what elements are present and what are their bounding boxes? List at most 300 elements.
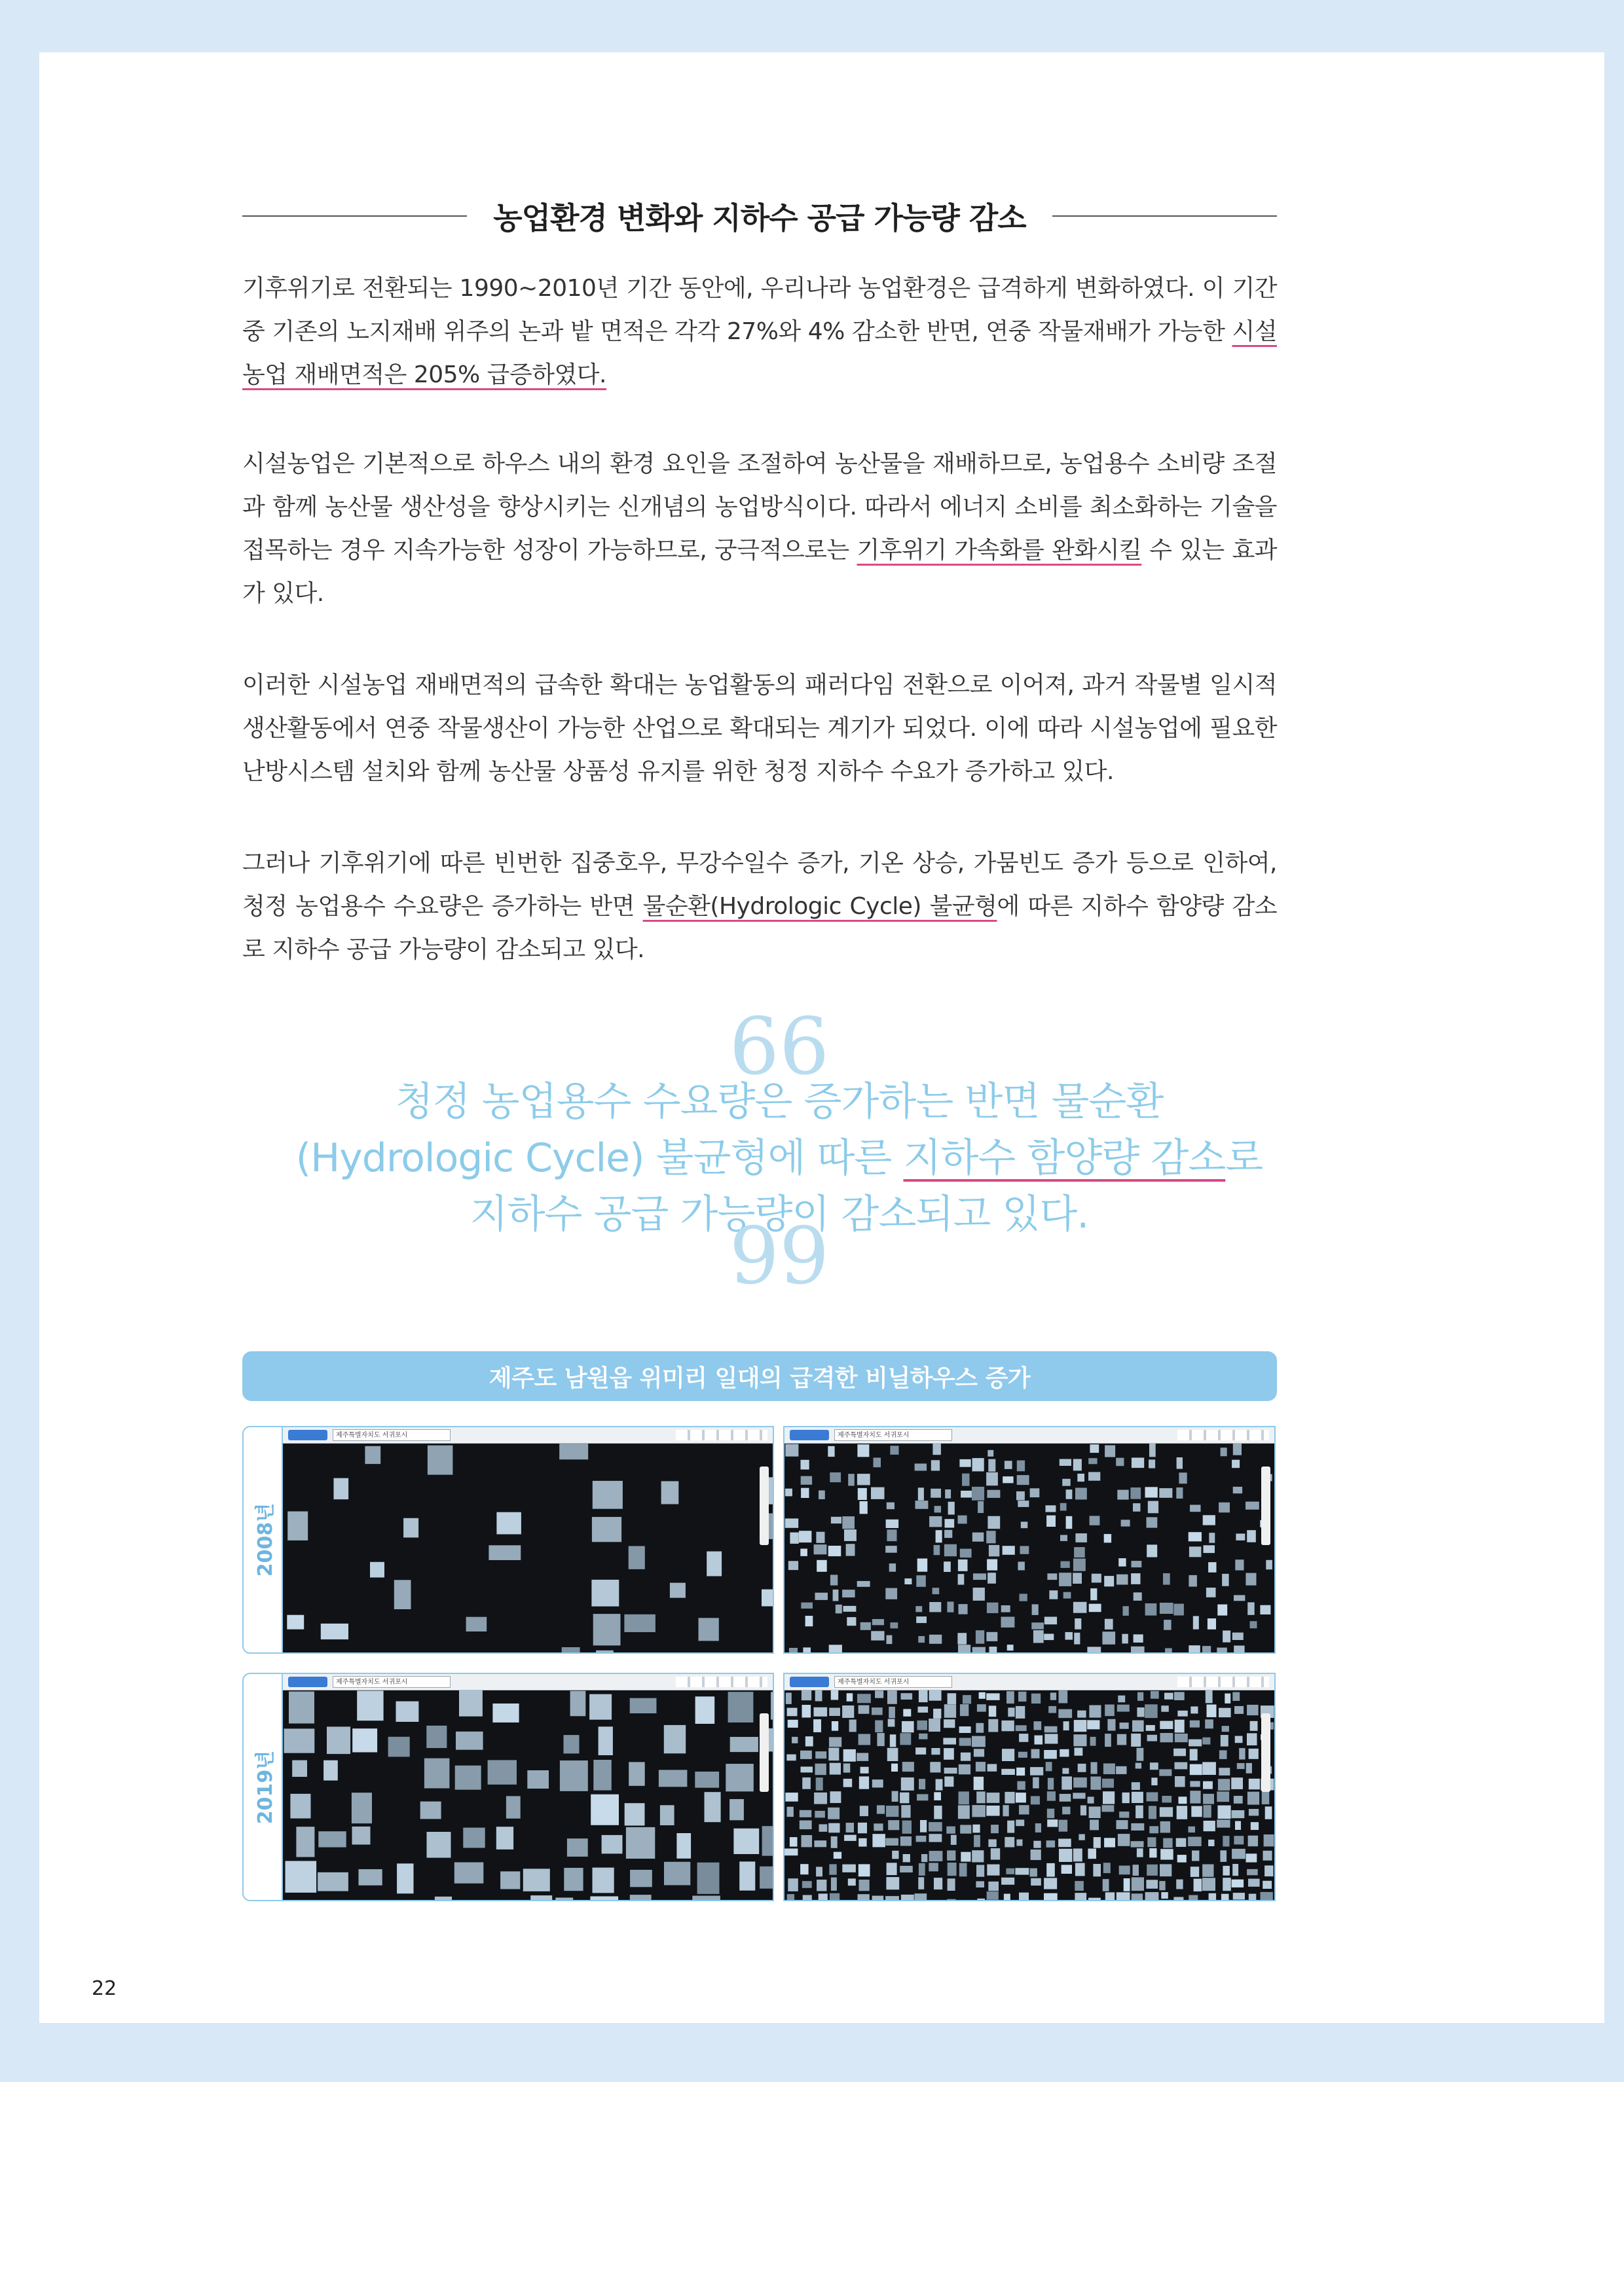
greenhouse-patch	[786, 1693, 792, 1704]
greenhouse-patch	[664, 1862, 690, 1886]
greenhouse-patch	[857, 1444, 869, 1457]
greenhouse-patch	[394, 1580, 411, 1609]
paragraph-2	[242, 443, 1277, 615]
greenhouse-patch	[972, 1647, 986, 1652]
greenhouse-patch	[934, 1792, 941, 1800]
greenhouse-patch	[1261, 1892, 1273, 1900]
greenhouse-patch	[1033, 1777, 1039, 1789]
greenhouse-patch	[1103, 1879, 1109, 1891]
greenhouse-patch	[1232, 1864, 1238, 1876]
greenhouse-patch	[489, 1545, 521, 1560]
greenhouse-patch	[802, 1705, 811, 1718]
greenhouse-patch	[1132, 1782, 1140, 1790]
greenhouse-patch	[1046, 1516, 1056, 1527]
greenhouse-patch	[1005, 1837, 1014, 1848]
greenhouse-patch	[890, 1734, 896, 1747]
greenhouse-patch	[819, 1491, 825, 1500]
greenhouse-patch	[1116, 1820, 1128, 1829]
greenhouse-patch	[1116, 1766, 1126, 1774]
greenhouse-patch	[1249, 1894, 1257, 1900]
greenhouse-patch	[843, 1606, 857, 1612]
greenhouse-patch	[327, 1726, 350, 1754]
greenhouse-patch	[589, 1694, 612, 1720]
greenhouse-patch	[929, 1863, 938, 1871]
greenhouse-patch	[931, 1489, 941, 1498]
greenhouse-patch	[930, 1762, 940, 1772]
greenhouse-patch	[1061, 1865, 1072, 1874]
greenhouse-patch	[787, 1807, 794, 1817]
greenhouse-patch	[1122, 1793, 1130, 1803]
greenhouse-patch	[1020, 1546, 1029, 1554]
greenhouse-patch	[830, 1472, 841, 1482]
greenhouse-patch	[976, 1865, 984, 1877]
greenhouse-patch	[1160, 1603, 1173, 1614]
greenhouse-patch	[365, 1446, 380, 1464]
greenhouse-patch	[1019, 1734, 1028, 1742]
greenhouse-patch	[1177, 1855, 1187, 1863]
greenhouse-patch	[1173, 1604, 1184, 1616]
greenhouse-patch	[1137, 1848, 1143, 1857]
greenhouse-patch	[1016, 1840, 1022, 1846]
greenhouse-patch	[1161, 1705, 1169, 1712]
greenhouse-patch	[958, 1645, 970, 1652]
greenhouse-patch	[1049, 1590, 1058, 1599]
paragraph-1	[242, 267, 1277, 397]
greenhouse-patch	[1133, 1865, 1139, 1876]
greenhouse-patch	[1107, 1719, 1115, 1731]
greenhouse-patch	[1059, 1849, 1072, 1862]
greenhouse-patch	[919, 1690, 928, 1702]
greenhouse-patch	[1087, 1720, 1099, 1729]
greenhouse-patch	[1209, 1533, 1215, 1543]
greenhouse-patch	[947, 1899, 955, 1900]
map-zoom-control	[760, 1713, 769, 1792]
greenhouse-patch	[459, 1690, 483, 1717]
greenhouse-patch	[920, 1820, 927, 1832]
greenhouse-patch	[857, 1581, 870, 1587]
greenhouse-patch	[987, 1450, 993, 1457]
greenhouse-patch	[944, 1748, 954, 1760]
greenhouse-patch	[506, 1796, 521, 1818]
greenhouse-patch	[987, 1573, 996, 1584]
greenhouse-patch	[986, 1472, 998, 1485]
greenhouse-patch	[1202, 1878, 1215, 1891]
greenhouse-patch	[977, 1899, 985, 1900]
greenhouse-patch	[1033, 1841, 1041, 1848]
greenhouse-patch	[1103, 1863, 1111, 1873]
greenhouse-patch	[860, 1767, 869, 1774]
greenhouse-patch	[831, 1517, 841, 1523]
satellite-image	[283, 1690, 773, 1900]
greenhouse-patch	[872, 1834, 885, 1847]
greenhouse-patch	[1007, 1645, 1014, 1650]
greenhouse-patch	[1060, 1459, 1071, 1467]
greenhouse-patch	[889, 1707, 895, 1719]
greenhouse-patch	[1075, 1488, 1087, 1500]
greenhouse-patch	[974, 1749, 984, 1757]
greenhouse-patch	[972, 1825, 980, 1833]
greenhouse-patch	[334, 1478, 349, 1500]
greenhouse-patch	[1019, 1893, 1029, 1900]
greenhouse-patch	[1193, 1616, 1199, 1629]
greenhouse-patch	[1105, 1619, 1113, 1630]
greenhouse-patch	[901, 1895, 914, 1900]
greenhouse-patch	[919, 1779, 925, 1789]
greenhouse-patch	[978, 1501, 984, 1513]
greenhouse-patch	[916, 1836, 927, 1842]
map-logo	[288, 1677, 327, 1687]
greenhouse-patch	[903, 1709, 911, 1716]
greenhouse-patch	[1105, 1446, 1115, 1457]
greenhouse-patch	[817, 1880, 826, 1891]
greenhouse-patch	[1046, 1840, 1056, 1848]
greenhouse-patch	[1250, 1721, 1258, 1731]
greenhouse-patch	[988, 1882, 999, 1891]
greenhouse-patch	[1246, 1853, 1257, 1862]
greenhouse-patch	[1060, 1535, 1067, 1541]
greenhouse-patch	[1047, 1809, 1054, 1819]
greenhouse-patch	[800, 1810, 811, 1817]
greenhouse-patch	[1059, 1573, 1071, 1586]
greenhouse-patch	[1103, 1791, 1115, 1804]
greenhouse-patch	[1120, 1722, 1129, 1729]
map-tool-buttons	[1177, 1430, 1269, 1440]
greenhouse-patch	[1217, 1819, 1230, 1827]
greenhouse-patch	[1063, 1721, 1069, 1730]
greenhouse-patch	[1075, 1533, 1087, 1542]
greenhouse-patch	[785, 1444, 798, 1457]
greenhouse-patch	[830, 1575, 838, 1585]
greenhouse-patch	[1017, 1781, 1025, 1790]
greenhouse-patch	[730, 1737, 758, 1752]
greenhouse-patch	[834, 1852, 841, 1859]
greenhouse-patch	[1002, 1749, 1014, 1761]
greenhouse-patch	[784, 1849, 798, 1856]
greenhouse-patch	[760, 1867, 773, 1889]
greenhouse-patch	[290, 1794, 310, 1819]
greenhouse-patch	[817, 1560, 827, 1572]
greenhouse-patch	[801, 1488, 809, 1498]
greenhouse-patch	[1105, 1892, 1115, 1900]
greenhouse-patch	[814, 1840, 826, 1847]
greenhouse-patch	[1188, 1837, 1202, 1847]
greenhouse-patch	[564, 1868, 583, 1891]
greenhouse-patch	[961, 1491, 972, 1498]
greenhouse-patch	[904, 1578, 912, 1584]
greenhouse-patch	[1204, 1821, 1215, 1831]
greenhouse-patch	[989, 1647, 997, 1652]
greenhouse-patch	[1020, 1594, 1027, 1601]
greenhouse-patch	[877, 1733, 884, 1746]
greenhouse-patch	[1264, 1834, 1274, 1846]
greenhouse-patch	[945, 1519, 955, 1527]
section-heading	[242, 190, 1277, 242]
satellite-image	[784, 1690, 1274, 1900]
greenhouse-patch	[1225, 1694, 1230, 1704]
greenhouse-patch	[874, 1458, 881, 1468]
greenhouse-patch	[1204, 1805, 1211, 1817]
scan-border-left	[0, 0, 39, 2082]
greenhouse-patch	[1189, 1575, 1197, 1587]
greenhouse-patch	[1233, 1893, 1245, 1899]
greenhouse-patch	[1260, 1605, 1270, 1614]
page-number: 22	[92, 1977, 117, 2000]
greenhouse-patch	[1016, 1793, 1026, 1802]
greenhouse-patch	[318, 1831, 346, 1847]
year-label-2019	[242, 1673, 283, 1901]
greenhouse-patch	[872, 1779, 883, 1787]
map-zoom-control	[760, 1467, 769, 1545]
greenhouse-patch	[959, 1764, 970, 1774]
greenhouse-patch	[1209, 1893, 1217, 1900]
map-tool-buttons	[676, 1430, 767, 1440]
greenhouse-patch	[957, 1633, 967, 1645]
greenhouse-patch	[860, 1806, 868, 1816]
greenhouse-patch	[1160, 1864, 1172, 1876]
greenhouse-patch	[931, 1460, 940, 1470]
greenhouse-patch	[1202, 1865, 1213, 1877]
satellite-map-2019-left	[282, 1673, 774, 1901]
greenhouse-patch	[1077, 1474, 1084, 1482]
greenhouse-patch	[944, 1776, 953, 1787]
greenhouse-patch	[1164, 1620, 1172, 1630]
paragraph-1-highlight: 시설농업 재배면적은 205% 급증하였다.	[242, 318, 1277, 388]
greenhouse-patch	[1176, 1880, 1183, 1889]
greenhouse-patch	[987, 1891, 999, 1900]
greenhouse-patch	[590, 1897, 618, 1901]
greenhouse-patch	[1031, 1622, 1044, 1629]
greenhouse-patch	[902, 1721, 914, 1732]
greenhouse-patch	[695, 1772, 719, 1788]
greenhouse-patch	[697, 1863, 720, 1894]
greenhouse-patch	[705, 1792, 721, 1822]
greenhouse-patch	[1074, 1633, 1080, 1645]
greenhouse-patch	[1018, 1501, 1029, 1507]
greenhouse-patch	[728, 1692, 754, 1722]
greenhouse-patch	[929, 1690, 942, 1701]
greenhouse-patch	[1047, 1573, 1057, 1580]
greenhouse-patch	[1059, 1820, 1068, 1832]
greenhouse-patch	[1173, 1749, 1186, 1757]
greenhouse-patch	[1094, 1837, 1101, 1848]
greenhouse-patch	[733, 1829, 759, 1854]
greenhouse-patch	[929, 1834, 942, 1842]
greenhouse-patch	[593, 1614, 621, 1645]
greenhouse-patch	[947, 1850, 955, 1861]
greenhouse-patch	[871, 1631, 884, 1640]
greenhouse-patch	[1179, 1472, 1187, 1484]
greenhouse-patch	[858, 1705, 870, 1714]
greenhouse-patch	[1207, 1705, 1217, 1717]
greenhouse-patch	[842, 1865, 856, 1872]
greenhouse-patch	[1119, 1866, 1130, 1875]
map-search-box: 제주특별자치도 서귀포시	[333, 1429, 451, 1441]
greenhouse-patch	[1102, 1631, 1115, 1645]
greenhouse-patch	[813, 1719, 821, 1732]
greenhouse-patch	[630, 1895, 652, 1900]
greenhouse-patch	[901, 1777, 914, 1791]
map-toolbar	[283, 1674, 773, 1690]
greenhouse-patch	[599, 1726, 613, 1755]
greenhouse-patch	[828, 1808, 840, 1819]
greenhouse-patch	[802, 1777, 811, 1789]
year-2008-text: 2008년	[254, 1503, 277, 1577]
greenhouse-patch	[958, 1516, 967, 1524]
greenhouse-patch	[1219, 1768, 1230, 1776]
greenhouse-patch	[914, 1893, 927, 1900]
greenhouse-patch	[1160, 1733, 1173, 1742]
greenhouse-patch	[829, 1645, 842, 1652]
greenhouse-patch	[629, 1762, 645, 1785]
greenhouse-patch	[1160, 1849, 1173, 1859]
greenhouse-patch	[788, 1878, 798, 1891]
greenhouse-patch	[915, 1464, 927, 1471]
greenhouse-patch	[1232, 1692, 1240, 1701]
greenhouse-patch	[959, 1604, 968, 1614]
greenhouse-patch	[1208, 1618, 1216, 1630]
greenhouse-patch	[1264, 1865, 1273, 1876]
greenhouse-patch	[857, 1694, 871, 1703]
greenhouse-patch	[1147, 1735, 1157, 1741]
greenhouse-patch	[1090, 1737, 1096, 1746]
greenhouse-patch	[1137, 1748, 1144, 1761]
greenhouse-patch	[630, 1870, 652, 1887]
greenhouse-patch	[625, 1803, 645, 1825]
greenhouse-patch	[934, 1878, 942, 1889]
greenhouse-patch	[1134, 1592, 1142, 1601]
greenhouse-patch	[842, 1705, 854, 1718]
greenhouse-patch	[1007, 1821, 1014, 1833]
pull-quote-line-2	[262, 1130, 1297, 1186]
greenhouse-patch	[1134, 1634, 1143, 1643]
greenhouse-patch	[1234, 1595, 1245, 1601]
greenhouse-patch	[860, 1622, 871, 1630]
greenhouse-patch	[1001, 1721, 1014, 1731]
greenhouse-patch	[1119, 1812, 1129, 1818]
greenhouse-patch	[1118, 1696, 1125, 1703]
greenhouse-patch	[901, 1693, 913, 1700]
greenhouse-patch	[1001, 1617, 1015, 1628]
greenhouse-patch	[987, 1603, 999, 1613]
greenhouse-patch	[284, 1728, 315, 1753]
greenhouse-patch	[891, 1764, 898, 1772]
greenhouse-patch	[1148, 1501, 1158, 1514]
greenhouse-patch	[1077, 1711, 1086, 1718]
greenhouse-patch	[886, 1877, 899, 1889]
greenhouse-patch	[945, 1489, 951, 1499]
greenhouse-patch	[1090, 1444, 1099, 1453]
greenhouse-patch	[1204, 1545, 1215, 1553]
greenhouse-patch	[1060, 1749, 1069, 1757]
greenhouse-patch	[961, 1753, 970, 1761]
greenhouse-patch	[858, 1823, 867, 1833]
greenhouse-patch	[900, 1836, 912, 1846]
greenhouse-patch	[858, 1734, 871, 1745]
greenhouse-patch	[843, 1749, 856, 1762]
greenhouse-patch	[424, 1758, 450, 1789]
greenhouse-patch	[788, 1561, 798, 1570]
greenhouse-patch	[947, 1601, 953, 1612]
greenhouse-patch	[1160, 1721, 1173, 1729]
greenhouse-patch	[887, 1690, 897, 1704]
greenhouse-patch	[790, 1533, 798, 1544]
greenhouse-patch	[843, 1764, 851, 1773]
greenhouse-patch	[1031, 1850, 1041, 1860]
greenhouse-patch	[1234, 1836, 1244, 1844]
greenhouse-patch	[802, 1881, 812, 1888]
greenhouse-patch	[527, 1770, 549, 1789]
satellite-map-2008-left	[282, 1426, 774, 1654]
greenhouse-patch	[1145, 1603, 1157, 1616]
greenhouse-patch	[1159, 1881, 1165, 1890]
greenhouse-patch	[762, 1590, 773, 1607]
greenhouse-patch	[592, 1517, 621, 1542]
greenhouse-patch	[933, 1709, 941, 1719]
greenhouse-patch	[1151, 1691, 1159, 1699]
greenhouse-patch	[800, 1751, 812, 1759]
greenhouse-patch	[1247, 1733, 1257, 1745]
greenhouse-patch	[1031, 1878, 1041, 1886]
greenhouse-patch	[1192, 1851, 1199, 1861]
greenhouse-patch	[1001, 1878, 1014, 1885]
paragraph-4	[242, 842, 1277, 972]
greenhouse-patch	[1016, 1819, 1024, 1826]
greenhouse-patch	[842, 1516, 855, 1529]
greenhouse-patch	[944, 1530, 952, 1538]
greenhouse-patch	[1145, 1892, 1159, 1900]
greenhouse-patch	[960, 1704, 969, 1716]
heading-rule-left	[242, 215, 467, 217]
greenhouse-patch	[1147, 1517, 1158, 1527]
greenhouse-patch	[816, 1867, 822, 1876]
greenhouse-patch	[977, 1704, 986, 1711]
greenhouse-patch	[1030, 1767, 1043, 1776]
greenhouse-patch	[987, 1490, 1000, 1498]
greenhouse-patch	[1206, 1690, 1213, 1704]
greenhouse-patch	[814, 1707, 828, 1717]
greenhouse-patch	[1234, 1796, 1243, 1804]
greenhouse-patch	[801, 1476, 812, 1485]
greenhouse-patch	[1063, 1592, 1071, 1599]
greenhouse-patch	[789, 1648, 798, 1652]
greenhouse-patch	[695, 1696, 715, 1724]
greenhouse-patch	[1044, 1734, 1058, 1743]
greenhouse-patch	[1145, 1704, 1158, 1718]
greenhouse-patch	[1203, 1515, 1215, 1525]
greenhouse-patch	[1102, 1805, 1115, 1812]
greenhouse-patch	[887, 1635, 893, 1645]
greenhouse-patch	[859, 1880, 870, 1891]
greenhouse-patch	[800, 1549, 807, 1556]
greenhouse-patch	[1047, 1791, 1056, 1801]
greenhouse-patch	[530, 1895, 552, 1900]
greenhouse-patch	[1090, 1516, 1100, 1525]
greenhouse-patch	[1223, 1631, 1230, 1643]
greenhouse-patch	[323, 1760, 338, 1781]
greenhouse-patch	[1031, 1796, 1040, 1804]
greenhouse-patch	[1232, 1880, 1244, 1887]
greenhouse-patch	[892, 1791, 898, 1802]
greenhouse-patch	[988, 1839, 996, 1847]
greenhouse-patch	[976, 1881, 984, 1887]
greenhouse-patch	[403, 1518, 418, 1538]
greenhouse-patch	[1266, 1560, 1272, 1570]
greenhouse-patch	[352, 1728, 377, 1752]
greenhouse-patch	[1104, 1576, 1114, 1586]
greenhouse-patch	[664, 1725, 686, 1753]
greenhouse-patch	[843, 1779, 853, 1787]
greenhouse-patch	[626, 1827, 655, 1859]
